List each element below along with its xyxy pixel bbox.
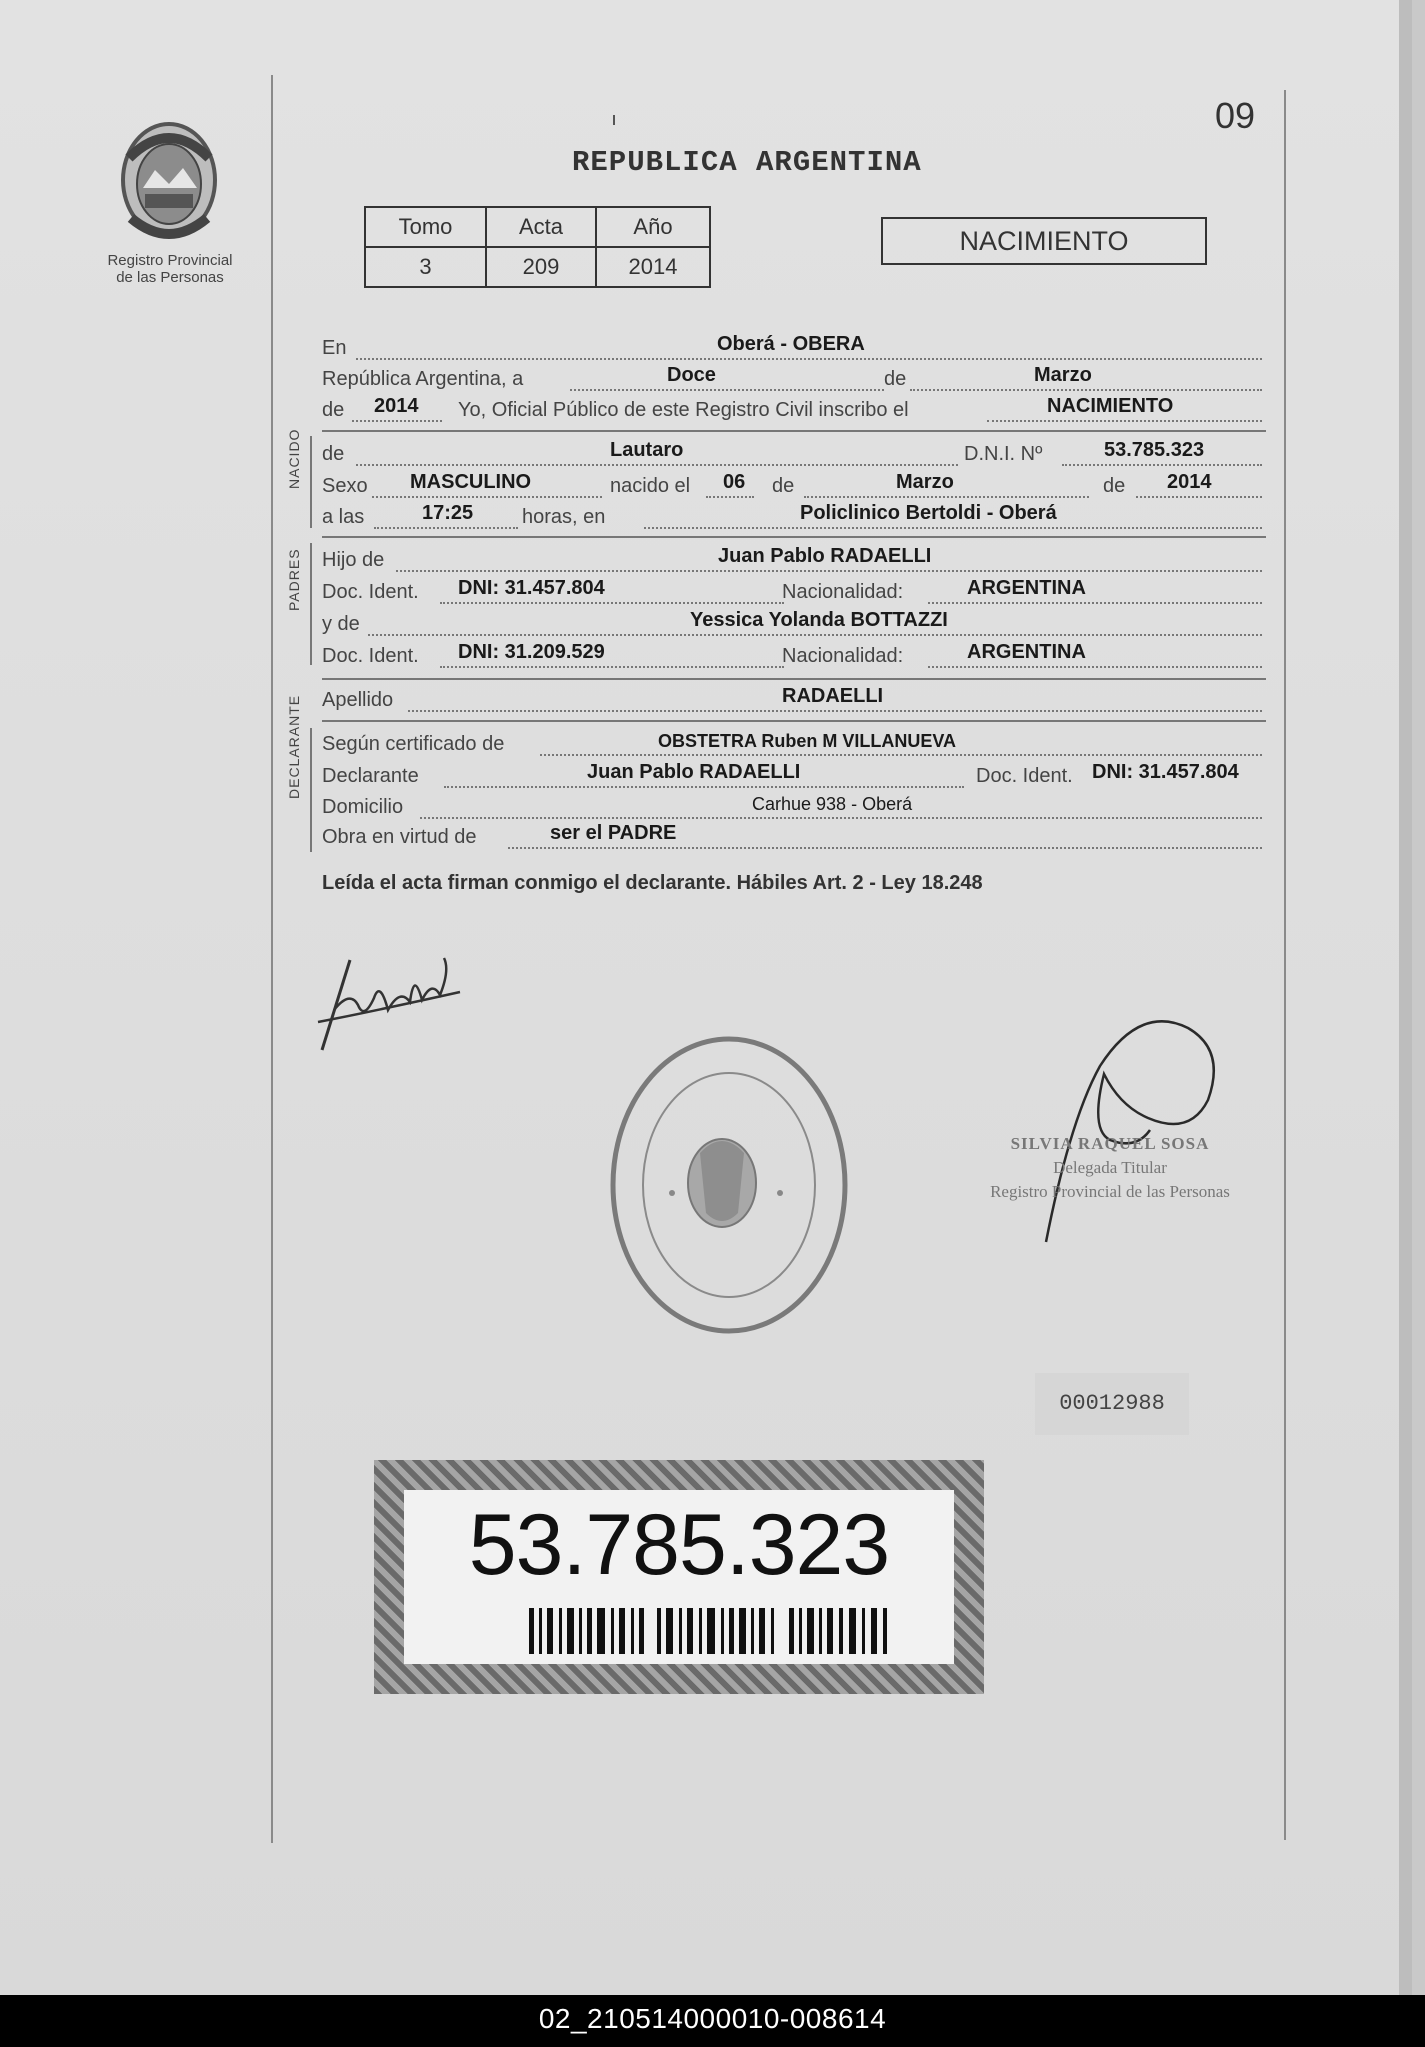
row-surname: [322, 686, 1264, 716]
page-edge: [1399, 0, 1412, 1995]
dotted-line: [1136, 496, 1262, 498]
label-declarant-doc: Doc. Ident.: [976, 765, 1073, 787]
label-de-birth-month: de: [772, 475, 795, 497]
label-obra: Obra en virtud de: [322, 826, 477, 848]
header-tomo: Tomo: [365, 207, 486, 247]
logo-caption: [95, 252, 245, 286]
dni-sticker: [374, 1460, 984, 1694]
official-role: Delegada Titular: [1053, 1158, 1167, 1177]
dotted-line: [368, 634, 1262, 636]
row-year-event: [322, 396, 1264, 426]
dotted-line: [420, 817, 1262, 819]
label-doc-ident-mother: Doc. Ident.: [322, 645, 419, 667]
value-dni: 53.785.323: [1104, 439, 1205, 461]
value-mother-nationality: ARGENTINA: [967, 641, 1086, 663]
dotted-line: [706, 496, 754, 498]
value-event: NACIMIENTO: [1047, 395, 1174, 417]
control-number-sticker: 00012988: [1035, 1373, 1189, 1435]
dotted-line: [444, 786, 964, 788]
value-year: 2014: [374, 395, 419, 417]
header-anio: Año: [596, 207, 710, 247]
record-type-box: NACIMIENTO: [881, 217, 1207, 265]
header-tick-mark: [613, 115, 615, 125]
label-dni: D.N.I. Nº: [964, 443, 1043, 465]
value-day-words: Doce: [667, 364, 716, 386]
row-capacity: [322, 823, 1264, 853]
value-birth-day: 06: [723, 471, 746, 493]
value-declarant-doc: DNI: 31.457.804: [1092, 761, 1239, 783]
row-address: [322, 793, 1264, 823]
registry-seal-stamp: [608, 1033, 850, 1337]
row-mother: [322, 610, 1264, 640]
row-city: [322, 334, 1264, 364]
value-birth-month: Marzo: [896, 471, 954, 493]
value-city: Oberá - OBERA: [717, 333, 865, 355]
row-sex-birthdate: [322, 472, 1264, 502]
row-father: [322, 546, 1264, 576]
dotted-line: [804, 496, 1089, 498]
label-segun: Según certificado de: [322, 733, 505, 755]
row-certificate: [322, 730, 1264, 760]
logo-caption-line2: de las Personas: [116, 269, 224, 286]
label-republica: República Argentina, a: [322, 368, 524, 390]
dotted-line: [356, 464, 958, 466]
value-surname: RADAELLI: [782, 685, 884, 707]
document-title: REPUBLICA ARGENTINA: [572, 146, 922, 179]
value-address: Carhue 938 - Oberá: [752, 794, 913, 814]
province-emblem-logo: [113, 118, 225, 250]
label-nacionalidad: Nacionalidad:: [782, 581, 904, 603]
label-doc-ident: Doc. Ident.: [322, 581, 419, 603]
row-name-dni: [322, 440, 1264, 470]
side-label-padres: PADRES: [286, 548, 302, 611]
dotted-line: [440, 602, 784, 604]
value-mother: Yessica Yolanda BOTTAZZI: [690, 609, 948, 631]
label-apellido: Apellido: [322, 689, 394, 711]
value-mother-doc: DNI: 31.209.529: [458, 641, 605, 663]
value-birth-time: 17:25: [422, 502, 474, 524]
separator-line: [322, 536, 1266, 538]
row-declarant: [322, 762, 1264, 792]
value-acta: 209: [486, 247, 596, 287]
footer-id: 02_210514000010-008614: [538, 2003, 887, 2034]
side-label-nacido: NACIDO: [286, 428, 302, 489]
dni-sticker-inner: [404, 1490, 954, 1664]
section-bracket-padres: [310, 543, 312, 665]
value-father-nationality: ARGENTINA: [967, 577, 1086, 599]
dotted-line: [644, 527, 1262, 529]
official-stamp-text: [970, 1132, 1250, 1204]
dotted-line: [372, 496, 602, 498]
right-margin-line: [1284, 90, 1286, 1840]
dotted-line: [352, 420, 442, 422]
dotted-line: [408, 710, 1262, 712]
section-bracket-nacido: [310, 436, 312, 528]
record-table-value-row: [365, 247, 710, 287]
value-declarant: Juan Pablo RADAELLI: [587, 761, 801, 783]
separator-line: [322, 678, 1266, 680]
row-father-doc: [322, 578, 1264, 608]
separator-line: [322, 430, 1266, 432]
dotted-line: [1062, 464, 1262, 466]
page-number: 09: [1215, 95, 1256, 136]
dotted-line: [374, 527, 518, 529]
label-nacionalidad-mother: Nacionalidad:: [782, 645, 904, 667]
row-mother-doc: [322, 642, 1264, 672]
record-table: [364, 206, 711, 288]
value-birth-year: 2014: [1167, 471, 1212, 493]
record-table-header-row: [365, 207, 710, 247]
label-de: de: [884, 368, 907, 390]
label-sexo: Sexo: [322, 475, 368, 497]
label-a-las: a las: [322, 506, 365, 528]
dotted-line: [987, 420, 1262, 422]
official-signature: [1040, 1010, 1240, 1250]
value-month: Marzo: [1034, 364, 1092, 386]
label-oficial: Yo, Oficial Público de este Registro Civil inscribo el: [458, 399, 909, 421]
section-bracket-declarante: [310, 728, 312, 852]
side-label-declarante: DECLARANTE: [286, 694, 302, 799]
dotted-line: [396, 570, 1262, 572]
label-en: En: [322, 337, 347, 359]
official-office: Registro Provincial de las Personas: [990, 1182, 1230, 1201]
dotted-line: [928, 602, 1262, 604]
label-de-name: de: [322, 443, 345, 465]
official-name: SILVIA RAQUEL SOSA: [1010, 1134, 1210, 1153]
barcode-icon: [529, 1608, 889, 1654]
row-date-words: [322, 365, 1264, 395]
value-tomo: 3: [365, 247, 486, 287]
legal-text: Leída el acta firman conmigo el declarante. Hábiles Art. 2 - Ley 18.248: [322, 872, 983, 894]
dotted-line: [540, 754, 1262, 756]
value-sex: MASCULINO: [410, 471, 532, 493]
label-de-birth-year: de: [1103, 475, 1126, 497]
value-certificate: OBSTETRA Ruben M VILLANUEVA: [658, 731, 956, 751]
left-margin-line: [271, 75, 273, 1843]
label-nacido: nacido el: [610, 475, 691, 497]
value-capacity: ser el PADRE: [550, 822, 677, 844]
dotted-line: [570, 389, 884, 391]
header-acta: Acta: [486, 207, 596, 247]
dotted-line: [928, 666, 1262, 668]
label-y-de: y de: [322, 613, 360, 635]
dotted-line: [440, 666, 784, 668]
value-father: Juan Pablo RADAELLI: [718, 545, 932, 567]
logo-caption-line1: Registro Provincial: [107, 252, 233, 269]
dni-sticker-number: 53.785.323: [468, 1497, 890, 1593]
value-first-name: Lautaro: [610, 439, 684, 461]
value-anio: 2014: [596, 247, 710, 287]
label-declarante: Declarante: [322, 765, 419, 787]
dotted-line: [356, 358, 1262, 360]
label-hijo-de: Hijo de: [322, 549, 385, 571]
separator-line: [322, 720, 1266, 722]
label-domicilio: Domicilio: [322, 796, 404, 818]
value-father-doc: DNI: 31.457.804: [458, 577, 605, 599]
value-birth-place: Policlinico Bertoldi - Oberá: [800, 502, 1057, 524]
label-de-year: de: [322, 399, 345, 421]
dotted-line: [910, 389, 1262, 391]
label-horas: horas, en: [522, 506, 606, 528]
row-time-place: [322, 503, 1264, 533]
declarant-signature: [310, 950, 470, 1060]
dotted-line: [508, 847, 1262, 849]
